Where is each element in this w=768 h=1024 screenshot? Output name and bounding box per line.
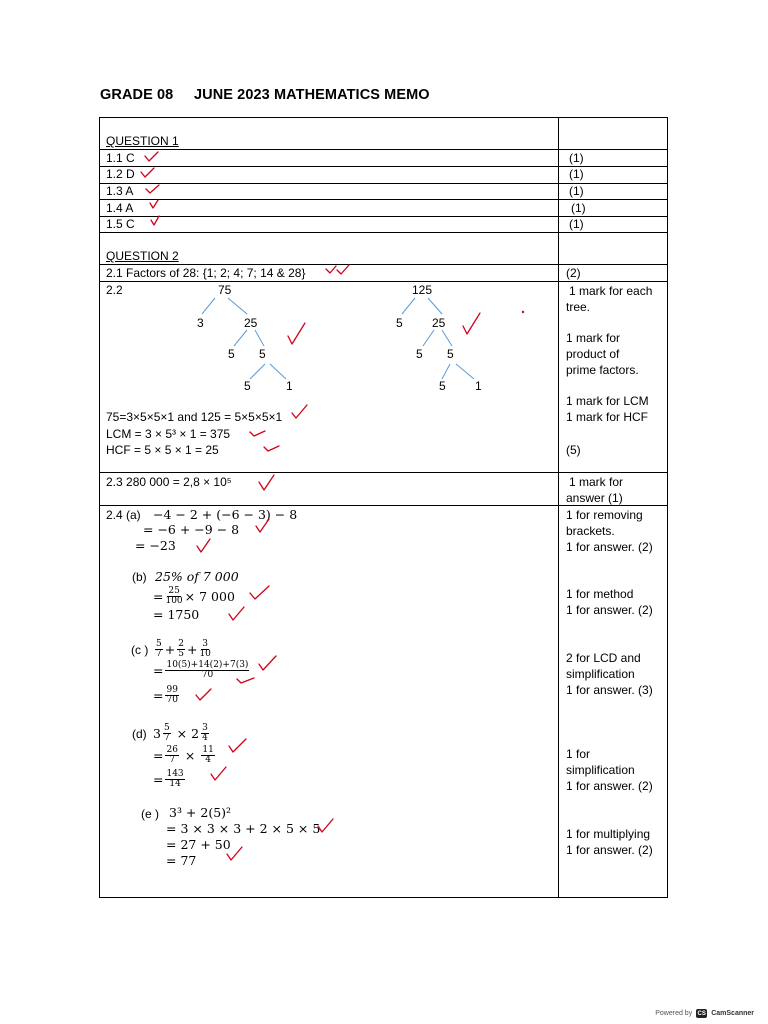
check-mark-icon [258,655,278,673]
tree-75-root: 75 [218,283,232,297]
check-mark-icon [226,846,244,862]
mark-2-4d: 1 for answer. (2) [566,779,653,793]
mark-2-2: 1 mark for LCM [566,394,649,408]
answer-1-5: 1.5 C [106,217,135,231]
camscanner-footer [655,1009,754,1018]
mark-2-4d: 1 for [566,747,591,761]
q2-4c-line2: = $\frac{10(5)+14(2)+7(3)}{70}$ [153,660,249,680]
question-2-2-label: 2.2 [106,283,123,297]
tree-125-node: 5 [416,347,423,361]
mark-2-2: tree. [566,300,591,314]
check-mark-icon [228,738,248,754]
mark-2-4e: 1 for answer. (2) [566,843,653,857]
q2-4c-line1: $\frac{5}{7}$ + $\frac{2}{5}$ + $\frac{3}{10}$ [156,639,211,659]
mark-2-4c: 1 for answer. (3) [566,683,653,697]
mark-2-4a: brackets. [566,524,615,538]
mark-2-1: (2) [566,266,581,280]
check-mark-icon [149,199,161,211]
q2-4a-line1: −4 − 2 + (−6 − 3) − 8 [153,507,298,522]
mark-1-5: (1) [569,217,584,231]
question-1-heading: QUESTION 1 [106,134,179,148]
answer-1-4: 1.4 A [106,201,134,215]
row-divider [99,264,668,265]
check-mark-icon [144,151,160,163]
check-mark-icon [249,428,267,438]
mark-2-2: 1 mark for each [569,284,653,298]
fraction: $\frac{25}{100}$ [165,586,183,606]
tree-125-node: 1 [475,379,482,393]
mark-1-3: (1) [569,184,584,198]
prime-factorisation: 75=3×5×5×1 and 125 = 5×5×5×1 [106,410,283,424]
q2-4b-label: (b) [132,570,147,584]
mark-2-4a: 1 for answer. (2) [566,540,653,554]
q2-4e-line4: = 77 [166,853,197,868]
tree-75-node: 1 [286,379,293,393]
q2-4d-line2: = $\frac{26}{7}$ × $\frac{11}{4}$ [153,745,214,765]
check-mark-icon [255,518,271,534]
q2-4a-line2: = −6 + −9 − 8 [143,522,240,537]
check-mark-icon [228,606,246,622]
answer-2-3: 2.3 280 000 = 2,8 × 10⁵ [106,475,232,489]
answer-2-1: 2.1 Factors of 28: {1; 2; 4; 7; 14 & 28} [106,266,306,280]
memo-title: GRADE 08 JUNE 2023 MATHEMATICS MEMO [100,87,430,103]
mark-2-4e: 1 for multiplying [566,827,651,841]
q2-4e-line1: 3³ + 2(5)² [169,805,232,820]
tree-125-node: 25 [432,316,446,330]
tree-125-node: 5 [447,347,454,361]
q2-4b-line1: 25% of 7 000 [155,569,239,584]
q2-4b-line2: = $\frac{25}{100}$ × 7 000 [153,586,235,606]
tree-75-node: 5 [259,347,266,361]
lcm-line: LCM = 3 × 5³ × 1 = 375 [106,427,231,441]
mark-1-1: (1) [569,151,584,165]
mark-2-2: (5) [566,443,581,457]
mark-2-4d: simplification [566,763,635,777]
row-divider [99,505,668,506]
answer-1-3: 1.3 A [106,184,134,198]
mark-2-2: 1 mark for HCF [566,410,649,424]
mark-2-2: prime factors. [566,363,639,377]
check-mark-icon [249,585,271,601]
q2-4c-label: (c ) [131,643,149,657]
q2-4e-label: (e ) [141,807,159,821]
column-divider [558,117,559,898]
mark-1-2: (1) [569,167,584,181]
check-mark-icon [150,215,162,228]
row-divider [99,232,668,233]
tree-75-node: 5 [228,347,235,361]
mark-1-4: (1) [571,201,586,215]
factor-tree-125 [390,282,510,394]
tree-125-node: 5 [439,379,446,393]
check-mark-icon [195,688,213,702]
check-mark-icon [291,404,309,420]
tree-75-node: 5 [244,379,251,393]
tree-125-node: 5 [396,316,403,330]
stray-dot-icon [521,310,525,314]
check-mark-icon [462,312,482,336]
q2-4e-line3: = 27 + 50 [166,837,231,852]
check-mark-icon [317,818,335,834]
mark-2-4b: 1 for answer. (2) [566,603,653,617]
question-2-heading: QUESTION 2 [106,249,179,263]
check-mark-icon [145,183,161,195]
check-mark-icon [287,322,307,346]
q2-4c-line3: = $\frac{99}{70}$ [153,685,178,705]
q2-4d-line1: 3 $\frac{5}{7}$ × 2 $\frac{3}{4}$ [153,723,208,743]
check-mark-icon [210,766,228,782]
row-divider [99,472,668,473]
q2-4e-line2: = 3 × 3 × 3 + 2 × 5 × 5 [166,821,321,836]
check-mark-icon [325,264,351,276]
row-divider [99,281,668,282]
answer-1-1: 1.1 C [106,151,135,165]
camscanner-brand: CamScanner [711,1010,754,1017]
q2-4d-line3: = $\frac{143}{14}$ [153,769,184,789]
check-mark-icon [258,474,276,492]
tree-75-node: 25 [244,316,258,330]
camscanner-logo-icon: CS [697,1010,706,1017]
q2-4b-line3: = 1750 [153,607,200,622]
mark-2-2: 1 mark for [566,331,621,345]
mark-2-3: answer (1) [566,491,623,505]
check-mark-icon [263,443,281,453]
powered-by-text: Powered by [655,1010,693,1017]
mark-2-3: 1 mark for [569,475,624,489]
mark-2-2: product of [566,347,620,361]
mark-2-4a: 1 for removing [566,508,643,522]
check-mark-icon [140,167,156,179]
q2-4a-line3: = −23 [135,538,176,553]
tree-75-node: 3 [197,316,204,330]
mark-2-4c: simplification [566,667,635,681]
mark-2-4c: 2 for LCD and [566,651,641,665]
tree-125-root: 125 [412,283,433,297]
check-mark-icon [236,675,256,685]
check-mark-icon [196,538,212,554]
answer-1-2: 1.2 D [106,167,135,181]
hcf-line: HCF = 5 × 5 × 1 = 25 [106,443,219,457]
row-divider [99,149,668,150]
q2-4a-label: 2.4 (a) [106,508,141,522]
q2-4d-label: (d) [132,727,147,741]
row-divider [99,199,668,200]
mark-2-4b: 1 for method [566,587,634,601]
